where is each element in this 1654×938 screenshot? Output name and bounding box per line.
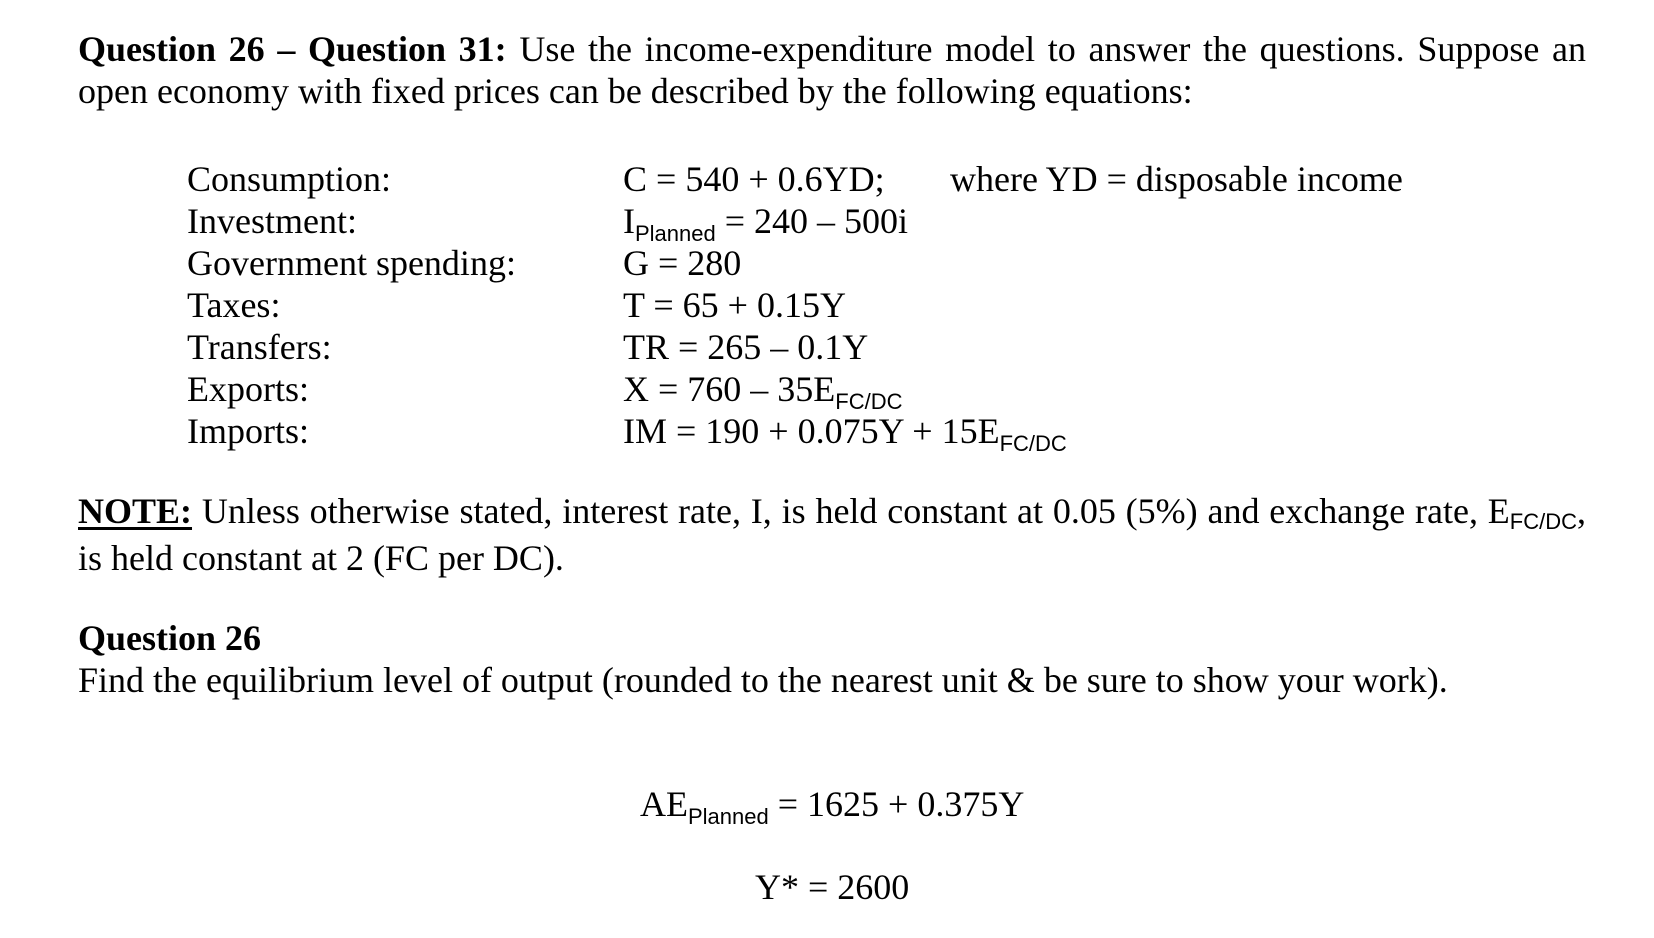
intro-heading: Question 26 – Question 31: <box>78 29 507 69</box>
exports-expression: X = 760 – 35E <box>623 369 836 409</box>
note-subscript: FC/DC <box>1509 509 1577 534</box>
exports-equation <box>623 368 903 414</box>
intro-text: Use the income-expenditure model to answer the questions. Suppose an open economy with fixed prices can be described by the following equations: <box>78 29 1586 111</box>
ae-planned-answer <box>640 783 1024 830</box>
exports-label: Exports: <box>187 369 309 409</box>
note-label: NOTE: <box>78 491 193 531</box>
note-text: Unless otherwise stated, interest rate, I, is held constant at 0.05 (5%) and exchange rate, E <box>192 491 1510 531</box>
investment-symbol: I <box>623 201 635 241</box>
consumption-note: where YD = disposable income <box>950 159 1403 199</box>
ae-subscript: Planned <box>688 804 769 829</box>
question-text: Find the equilibrium level of output (rounded to the nearest unit & be sure to show your work). <box>78 660 1448 700</box>
transfers-label: Transfers: <box>187 327 332 367</box>
exports-subscript: FC/DC <box>835 389 903 414</box>
imports-equation <box>623 410 1067 456</box>
investment-label: Investment: <box>187 201 357 241</box>
taxes-label: Taxes: <box>187 285 281 325</box>
equilibrium-output-answer: Y* = 2600 <box>755 867 910 907</box>
ae-symbol: AE <box>640 784 688 824</box>
ae-expression: = 1625 + 0.375Y <box>768 784 1025 824</box>
consumption-label: Consumption: <box>187 159 392 199</box>
investment-equation <box>623 200 909 246</box>
investment-expression: = 240 – 500i <box>715 201 909 241</box>
investment-subscript: Planned <box>635 221 716 246</box>
government-label: Government spending: <box>187 243 516 283</box>
consumption-equation: C = 540 + 0.6YD; <box>623 159 885 199</box>
imports-subscript: FC/DC <box>999 431 1067 456</box>
imports-expression: IM = 190 + 0.075Y + 15E <box>623 411 1000 451</box>
intro-paragraph <box>78 28 1586 112</box>
transfers-equation: TR = 265 – 0.1Y <box>623 327 869 367</box>
note-paragraph <box>78 490 1586 579</box>
imports-label: Imports: <box>187 411 309 451</box>
government-equation: G = 280 <box>623 243 742 283</box>
note-text-end: , is held constant at 2 (FC per DC). <box>78 491 1586 578</box>
question-title: Question 26 <box>78 618 262 658</box>
taxes-equation: T = 65 + 0.15Y <box>623 285 846 325</box>
